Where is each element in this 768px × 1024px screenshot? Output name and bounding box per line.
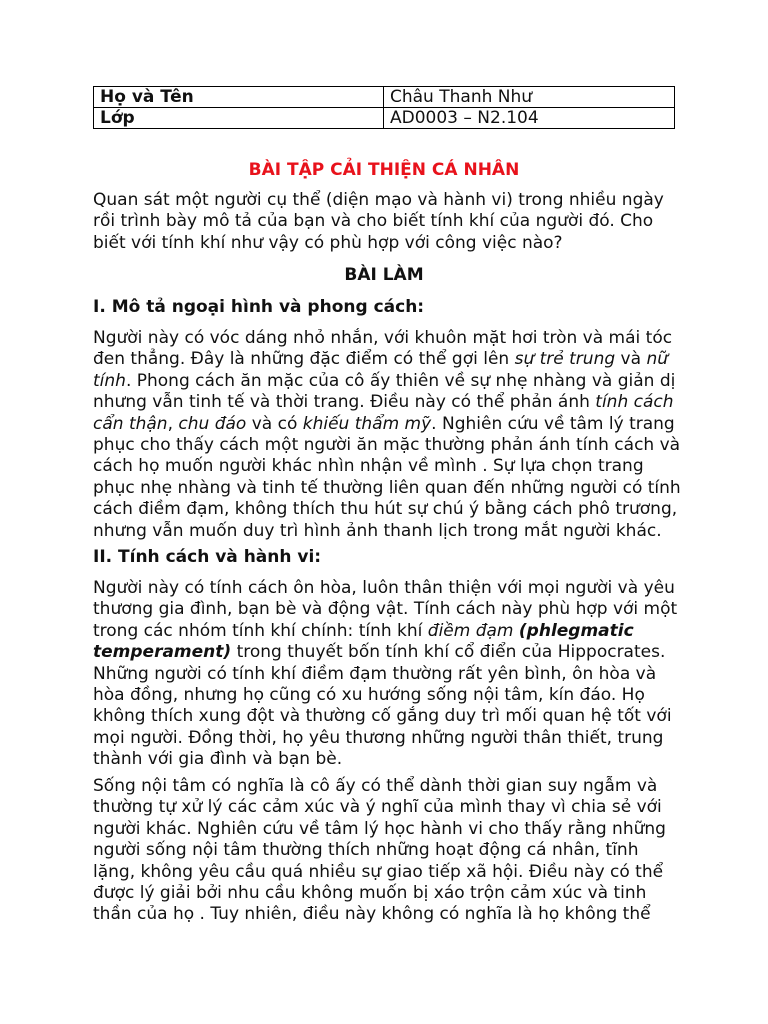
text-line: lặng, không yêu cầu quá nhiều sự giao tiếp xã hội. Điều này có thể: [93, 861, 664, 882]
section2-paragraph-2: [93, 776, 683, 926]
text-line: người khác. Nghiên cứu về tâm lý học hành vi cho thấy rằng những: [93, 818, 666, 839]
text-line: cách họ muốn người khác nhìn nhận về mình . Sự lựa chọn trang: [93, 456, 644, 477]
document-title: BÀI TẬP CẢI THIỆN CÁ NHÂN: [248, 160, 520, 180]
text-line: Người này có vóc dáng nhỏ nhắn, với khuôn mặt hơi tròn và mái tóc: [93, 328, 673, 348]
class-row: [94, 108, 675, 129]
section2-paragraph-1: [93, 578, 683, 771]
text-line: thường tự xử lý các cảm xúc và ý nghĩ của mình thay vì chia sẻ với: [93, 797, 662, 818]
text-line: temperament) trong thuyết bốn tính khí cổ điển của Hippocrates.: [93, 642, 666, 663]
text-line: được lý giải bởi nhu cầu không muốn bị xáo trộn cảm xúc và tinh: [93, 883, 647, 904]
name-row: [94, 87, 675, 108]
text-line: hòa đồng, nhưng họ cũng có xu hướng sống nội tâm, kín đáo. Họ: [93, 685, 645, 706]
text-line: tính. Phong cách ăn mặc của cô ấy thiên về sự nhẹ nhàng và giản dị: [93, 370, 676, 391]
text-line: thần của họ . Tuy nhiên, điều này không có nghĩa là họ không thể: [93, 904, 651, 925]
section1-paragraph: [93, 328, 683, 542]
text-line: Người này có tính cách ôn hòa, luôn thân thiện với mọi người và yêu: [93, 578, 675, 598]
text-line: đen thẳng. Đây là những đặc điểm có thể gợi lên sự trẻ trung và nữ: [93, 349, 669, 370]
text-line: thành với gia đình và bạn bè.: [93, 749, 343, 770]
text-line: Những người có tính khí điềm đạm thường rất yên bình, ôn hòa và: [93, 663, 657, 684]
text-line: nhưng vẫn tinh tế và thời trang. Điều này có thể phản ánh tính cách: [93, 392, 674, 413]
text-line: cách điềm đạm, không thích thu hút sự chú ý bằng cách phô trương,: [93, 499, 678, 520]
text-line: phục nhẹ nhàng và tinh tế thường liên quan đến những người có tính: [93, 477, 681, 498]
name-value: Châu Thanh Như: [384, 87, 675, 108]
student-info-table: [93, 86, 675, 129]
prompt-line: biết với tính khí như vậy có phù hợp với công việc nào?: [93, 232, 563, 253]
class-value: AD0003 – N2.104: [384, 108, 675, 129]
text-line: phục cho thấy cách một người ăn mặc thường phản ánh tính cách và: [93, 435, 681, 456]
text-line: Sống nội tâm có nghĩa là cô ấy có thể dành thời gian suy ngẫm và: [93, 776, 658, 796]
name-label: Họ và Tên: [94, 87, 384, 108]
text-line: mọi người. Đồng thời, họ yêu thương những người thân thiết, trung: [93, 727, 664, 748]
text-line: không thích xung đột và thường cố gắng duy trì mối quan hệ tốt với: [93, 706, 672, 727]
text-line: trong các nhóm tính khí chính: tính khí điềm đạm (phlegmatic: [93, 620, 634, 641]
text-line: người sống nội tâm thường thích những hoạt động cá nhân, tĩnh: [93, 840, 639, 861]
prompt-line: Quan sát một người cụ thể (diện mạo và hành vi) trong nhiều ngày: [93, 190, 664, 210]
section1-heading: I. Mô tả ngoại hình và phong cách:: [93, 297, 425, 317]
class-label: Lớp: [94, 108, 384, 129]
text-line: nhưng vẫn muốn duy trì hình ảnh thanh lịch trong mắt người khác.: [93, 520, 662, 541]
section2-heading: II. Tính cách và hành vi:: [93, 547, 322, 567]
answer-heading: BÀI LÀM: [344, 265, 424, 285]
prompt-line: rồi trình bày mô tả của bạn và cho biết tính khí của người đó. Cho: [93, 211, 654, 232]
text-line: cẩn thận, chu đáo và có khiếu thẩm mỹ. Nghiên cứu về tâm lý trang: [93, 413, 675, 434]
assignment-prompt: [93, 190, 683, 254]
text-line: thương gia đình, bạn bè và động vật. Tính cách này phù hợp với một: [93, 599, 678, 620]
